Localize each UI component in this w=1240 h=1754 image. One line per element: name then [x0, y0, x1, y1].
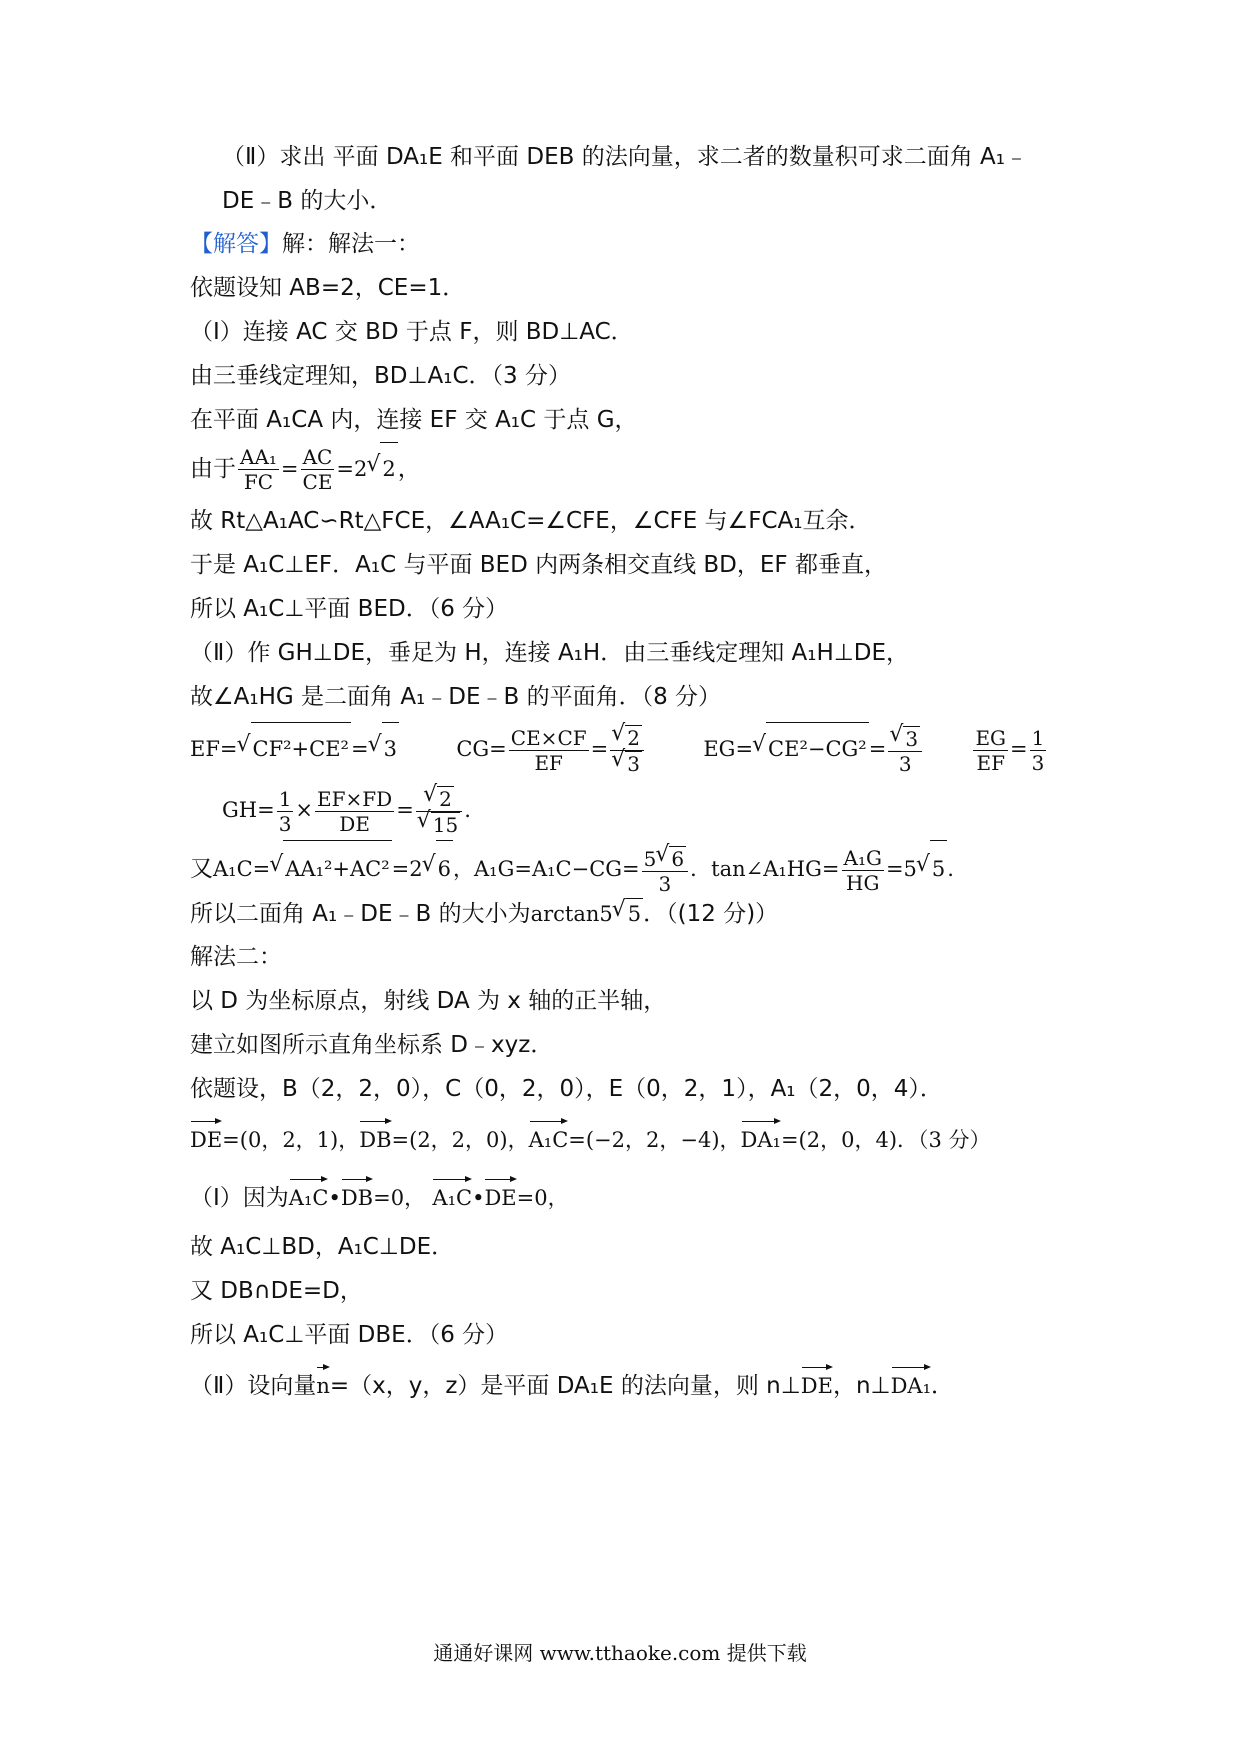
- vector: DA₁: [891, 1364, 931, 1401]
- text: ．: [930, 1373, 954, 1399]
- radicand: 2: [439, 787, 452, 811]
- text: =0，: [373, 1186, 426, 1210]
- text-line: 于是 A₁C⊥EF．A₁C 与平面 BED 内两条相交直线 BD，EF 都垂直，: [190, 552, 887, 578]
- text: GH=: [222, 798, 275, 822]
- text-line: 建立如图所示直角坐标系 D﹣xyz．: [190, 1032, 554, 1058]
- text-line: 故 Rt△A₁AC∽Rt△FCE，∠AA₁C=∠CFE，∠CFE 与∠FCA₁互余．: [190, 508, 872, 534]
- denominator: HG: [846, 871, 880, 895]
- denominator: 3: [1031, 751, 1045, 775]
- formula-line: [190, 1176, 569, 1213]
- radicand: 2: [380, 442, 397, 495]
- text: A₁C=: [213, 857, 271, 881]
- sqrt: [369, 722, 399, 775]
- text-line: 依题设，B（2，2，0），C（0，2，0），E（0，2，1），A₁（2，0，4）．: [190, 1076, 943, 1102]
- text-line: 故∠A₁HG 是二面角 A₁﹣DE﹣B 的平面角．（8 分）: [190, 684, 722, 710]
- numerator: 1: [1031, 726, 1045, 750]
- text: =2: [391, 857, 423, 881]
- text-line: （Ⅰ）连接 AC 交 BD 于点 F，则 BD⊥AC．: [190, 319, 634, 345]
- text: =(−2，2，−4)，: [568, 1128, 741, 1152]
- text-line: 解法二：: [190, 944, 282, 970]
- text: •: [328, 1186, 341, 1210]
- text: 解：解法一：: [282, 231, 420, 257]
- vector: DE: [484, 1176, 516, 1213]
- sqrt: [270, 840, 391, 897]
- numerator: A₁G: [843, 846, 882, 870]
- text: 所以二面角 A₁﹣DE﹣B 的大小为: [190, 901, 531, 927]
- fraction: [277, 787, 294, 836]
- denominator: EF: [534, 751, 563, 775]
- text-line: 在平面 A₁CA 内，连接 EF 交 A₁C 于点 G，: [190, 407, 638, 433]
- sqrt: [367, 442, 397, 495]
- sqrt: [418, 812, 460, 837]
- text: =: [280, 457, 299, 481]
- radicand: AA₁²+AC²: [283, 840, 391, 897]
- formula-line: EF=√ CF²+CE²=√ 3 CG= $\frac{CE\times CF}{EF}$ = √ 2 √ 3 EG=√ CE²−CG²= √ $\frac{3}{3}$ $\frac{EG}{EF}$ = $\frac{1}{3}$: [190, 722, 1048, 776]
- denominator: 3: [898, 751, 912, 776]
- text: =: [350, 737, 369, 761]
- text: EG=: [703, 737, 754, 761]
- text: CG=: [456, 737, 507, 761]
- formula-line: [190, 1364, 954, 1401]
- text: =（x，y，z）是平面 DA₁E 的法向量，则 n⊥: [329, 1373, 801, 1399]
- radicand: 6: [436, 840, 453, 897]
- formula-line: 又A₁C=√ AA₁²+AC²=2√ 6，A₁G=A₁C−CG= $\frac{5√ 6}{3}$ ．tan∠A₁HG= $\frac{\text{A₁G}}{HG}$ =5√ 5.: [190, 840, 954, 897]
- text: =: [590, 737, 609, 761]
- fraction: [301, 445, 335, 494]
- text: =: [396, 798, 414, 822]
- numerator: EF×FD: [317, 787, 393, 811]
- numerator: AC: [301, 445, 335, 470]
- text: （Ⅰ）因为: [190, 1185, 289, 1211]
- text-line: （Ⅱ）作 GH⊥DE，垂足为 H，连接 A₁H．由三垂线定理知 A₁H⊥DE，: [190, 640, 910, 666]
- numerator: 1: [278, 787, 292, 811]
- vector: DE: [190, 1118, 222, 1155]
- radicand: 3: [627, 752, 640, 776]
- text-line: （Ⅱ）求出 平面 DA₁E 和平面 DEB 的法向量，求二者的数量积可求二面角 A₁﹣: [222, 144, 1028, 170]
- denominator: EF: [976, 751, 1005, 775]
- radicand: 2: [627, 726, 640, 750]
- radicand: 5: [930, 840, 947, 897]
- fraction: [1030, 726, 1047, 775]
- formula-line: [190, 1118, 991, 1155]
- numerator: CE×CF: [510, 726, 587, 750]
- text-line: 所以 A₁C⊥平面 DBE．（6 分）: [190, 1322, 509, 1348]
- fraction: [842, 846, 884, 895]
- radicand: CF²+CE²: [251, 722, 351, 775]
- text: ，n⊥: [832, 1373, 891, 1399]
- text: =(2，2，0)，: [391, 1128, 529, 1152]
- text: =(2，0，4)．（3 分）: [780, 1128, 991, 1152]
- text: EF=: [190, 737, 238, 761]
- fraction: [973, 726, 1008, 775]
- text: ，: [397, 456, 421, 482]
- denominator: CE: [302, 470, 333, 494]
- formula-line: GH= $\frac{1}{3}$ × $\frac{EF\times FD}{DE}$ = √ 2 √ 15 .: [222, 782, 471, 838]
- text-line: 又 DB∩DE=D，: [190, 1278, 363, 1304]
- text: =(0，2，1)，: [222, 1128, 360, 1152]
- text-line: 以 D 为坐标原点，射线 DA 为 x 轴的正半轴，: [190, 988, 667, 1014]
- radicand: 15: [432, 813, 459, 837]
- text: =: [868, 737, 887, 761]
- radicand: 5: [626, 898, 643, 929]
- formula-line: [190, 898, 778, 929]
- radicand: 3: [905, 726, 919, 751]
- denominator: 3: [278, 812, 292, 836]
- fraction: [416, 786, 462, 837]
- text-line: 所以 A₁C⊥平面 BED．（6 分）: [190, 596, 509, 622]
- sqrt: [917, 840, 947, 897]
- vector: A₁C: [432, 1176, 472, 1213]
- vector: A₁C: [289, 1176, 329, 1213]
- denominator: DE: [339, 812, 370, 836]
- vector: DA₁: [741, 1118, 781, 1155]
- numerator: EG: [975, 726, 1007, 750]
- sqrt: [753, 722, 869, 775]
- vector: A₁C: [529, 1118, 569, 1155]
- vector: DE: [801, 1364, 833, 1401]
- numerator: AA₁: [240, 445, 277, 469]
- fraction: [888, 726, 922, 776]
- text-line: DE﹣B 的大小．: [222, 188, 393, 214]
- denominator: 3: [658, 871, 672, 896]
- vector: DB: [359, 1118, 391, 1155]
- text: ，A₁G=A₁C−CG=: [453, 857, 640, 881]
- text: 又: [190, 856, 213, 882]
- sqrt: [613, 898, 643, 929]
- fraction: [238, 445, 279, 494]
- text: ．tan∠A₁HG=: [690, 857, 840, 881]
- text: 由于: [190, 456, 236, 482]
- sqrt: [656, 846, 686, 871]
- fraction: [610, 725, 644, 776]
- radicand: CE²−CG²: [766, 722, 869, 775]
- text-line: 由三垂线定理知，BD⊥A₁C．（3 分）: [190, 363, 571, 389]
- text-line: 故 A₁C⊥BD，A₁C⊥DE．: [190, 1234, 455, 1260]
- text-line: 依题设知 AB=2，CE=1．: [190, 275, 466, 301]
- text: =5: [885, 857, 917, 881]
- text: ×: [295, 798, 314, 822]
- text: =0，: [516, 1186, 569, 1210]
- vector: n: [316, 1364, 330, 1401]
- sqrt: [423, 840, 453, 897]
- fraction: [509, 726, 589, 775]
- text-line: [190, 229, 420, 259]
- formula-line: [190, 442, 421, 495]
- vector: DB: [341, 1176, 373, 1213]
- text: =2: [336, 457, 368, 481]
- sqrt: [612, 751, 642, 776]
- fraction: [315, 787, 394, 836]
- text: arctan5: [530, 902, 613, 926]
- text: （Ⅱ）设向量: [190, 1373, 317, 1399]
- sqrt: [238, 722, 351, 775]
- radicand: 3: [382, 722, 399, 775]
- text: ．（(12 分)）: [643, 901, 779, 927]
- numerator: 5: [643, 846, 657, 871]
- answer-tag: 【解答】: [190, 231, 282, 257]
- radicand: 6: [671, 846, 685, 871]
- denominator: FC: [243, 470, 274, 494]
- text: •: [472, 1186, 485, 1210]
- fraction: [642, 846, 688, 896]
- page-footer: 通通好课网 www.tthaoke.com 提供下载: [433, 1641, 807, 1665]
- sqrt: [890, 726, 920, 751]
